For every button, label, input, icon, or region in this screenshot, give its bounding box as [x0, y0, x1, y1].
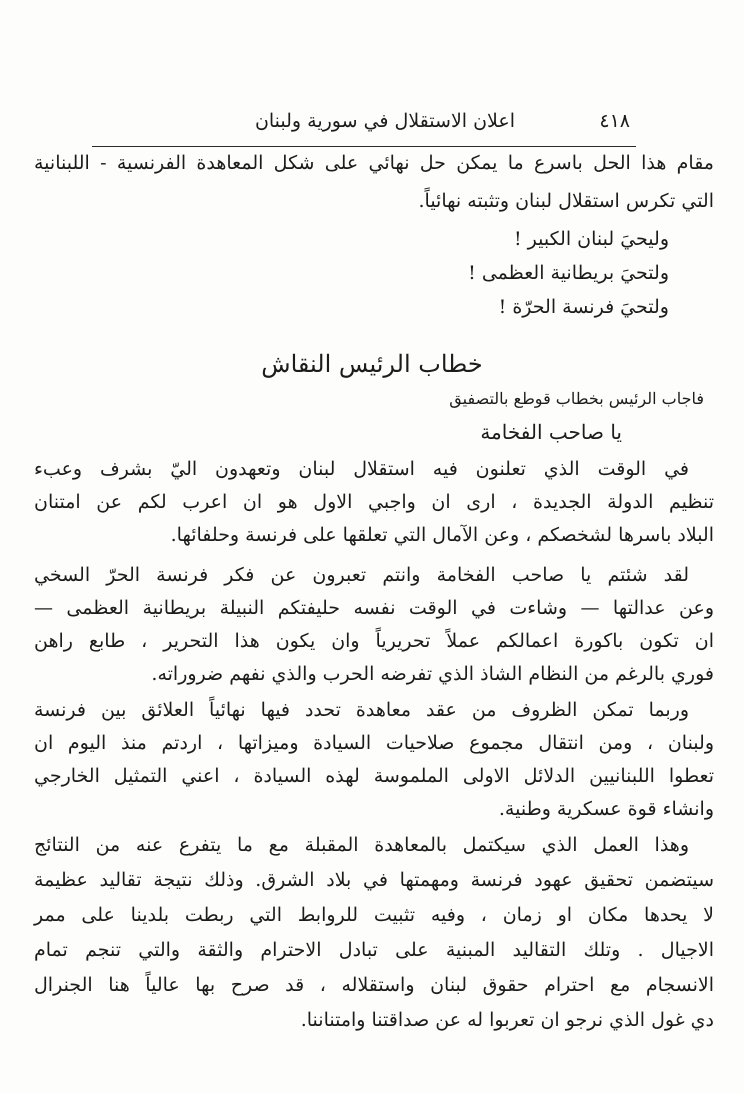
cheer-line-2: ولتحيَ بريطانية العظمى ! — [468, 262, 669, 284]
body-line-8: وربما تمكن الظروف من عقد معاهدة تحدد فيها نهائياً العلائق بين فرنسة — [34, 699, 689, 721]
body-line-1: في الوقت الذي تعلنون فيه استقلال لبنان وتعهدون اليّ بشرف وعبء — [34, 458, 689, 480]
page-header — [150, 106, 630, 136]
body-line-9: ولبنان ، ومن انتقال مجموع صلاحيات السيادة وميزاتها ، اردتم منذ اليوم ان — [34, 732, 714, 754]
body-line-15: الاجيال . وتلك التقاليد المبنية على تبادل الاحترام والثقة والتي تنجم تمام — [34, 939, 714, 961]
section-title: خطاب الرئيس النقاش — [261, 350, 483, 378]
body-line-14: لا يحدها مكان او زمان ، وفيه تثبيت للروابط التي ربطت بلدينا على ممر — [34, 904, 714, 926]
header-divider — [92, 146, 636, 147]
body-line-16: الانسجام مع احترام حقوق لبنان واستقلاله ، قد صرح بها عالياً هنا الجنرال — [34, 974, 714, 996]
cheer-line-3: ولتحيَ فرنسة الحرّة ! — [498, 296, 669, 318]
body-line-4: لقد شئتم يا صاحب الفخامة وانتم تعبرون عن فكر فرنسة الحرّ السخي — [34, 564, 689, 586]
body-line-11: وانشاء قوة عسكرية وطنية. — [498, 798, 714, 820]
body-line-5: وعن عدالتها — وشاءت في الوقت نفسه حليفتكم النبيلة بريطانية العظمى — — [34, 597, 714, 619]
intro-line-1: مقام هذا الحل باسرع ما يمكن حل نهائي على شكل المعاهدة الفرنسية - اللبنانية — [34, 152, 714, 174]
body-line-17: دي غول الذي نرجو ان تعربوا له عن صداقتنا وامتناننا. — [300, 1009, 714, 1031]
body-line-13: سيتضمن تحقيق عهود فرنسة ومهمتها في بلاد الشرق. وذلك نتيجة تقاليد عظيمة — [34, 869, 714, 891]
page-number: ٤١٨ — [599, 110, 630, 132]
body-line-6: ان تكون باكورة اعمالكم عملاً تحريرياً وان يكون هذا التحرير ، طابع راهن — [34, 630, 714, 652]
cheer-line-1: وليحيَ لبنان الكبير ! — [513, 228, 669, 250]
section-subtitle: فاجاب الرئيس بخطاب قوطع بالتصفيق — [449, 389, 704, 408]
body-line-3: البلاد باسرها لشخصكم ، وعن الآمال التي تعلقها على فرنسة وحلفائها. — [170, 524, 714, 546]
intro-line-2: التي تكرس استقلال لبنان وتثبته نهائياً. — [418, 190, 714, 212]
body-line-2: تنظيم الدولة الجديدة ، ارى ان واجبي الاول هو ان اعرب لكم عن امتنان — [34, 491, 714, 513]
body-line-7: فوري بالرغم من النظام الشاذ الذي تفرضه الحرب والذي نفهم ضروراته. — [151, 663, 714, 685]
body-line-10: تعطوا اللبنانيين الدلائل الاولى الملموسة لهذه السيادة ، اعني التمثيل الخارجي — [34, 765, 714, 787]
running-title: اعلان الاستقلال في سورية ولبنان — [254, 110, 515, 132]
salutation: يا صاحب الفخامة — [480, 420, 622, 444]
body-line-12: وهذا العمل الذي سيكتمل بالمعاهدة المقبلة مع ما يتفرع عنه من النتائج — [34, 834, 689, 856]
